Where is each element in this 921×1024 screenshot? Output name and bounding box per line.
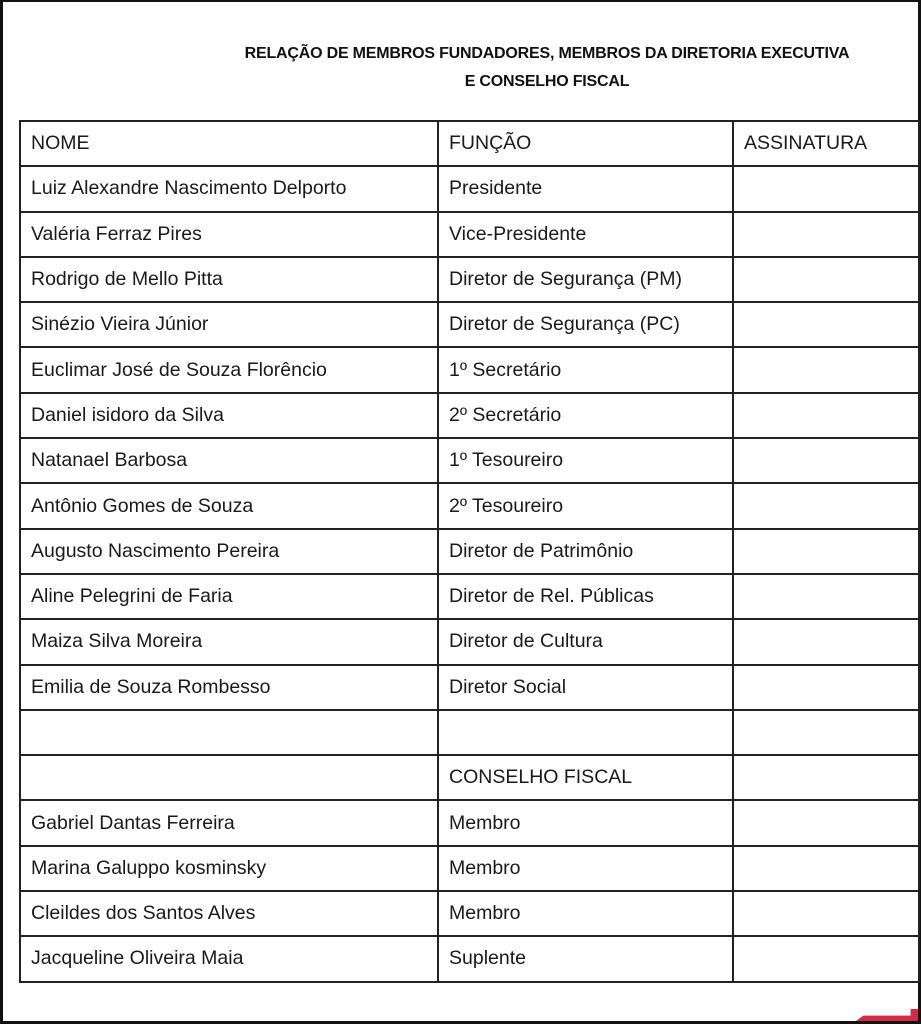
cell-function: Suplente	[438, 936, 733, 981]
cell-signature[interactable]	[733, 800, 919, 845]
cell-function: Diretor de Cultura	[438, 619, 733, 664]
cell-name: Daniel isidoro da Silva	[20, 393, 438, 438]
header-signature: ASSINATURA	[733, 121, 919, 166]
title-line-1: RELAÇÃO DE MEMBROS FUNDADORES, MEMBROS DA DIRETORIA EXECUTIVA	[244, 45, 850, 62]
table-body	[20, 166, 919, 981]
table-row	[20, 846, 919, 891]
cell-signature[interactable]	[733, 665, 919, 710]
cell-name: Emilia de Souza Rombesso	[20, 665, 438, 710]
cell-name: Luiz Alexandre Nascimento Delporto	[20, 166, 438, 211]
cell-signature[interactable]	[733, 347, 919, 392]
table-row	[20, 483, 919, 528]
cell-name: Maiza Silva Moreira	[20, 619, 438, 664]
cell-signature[interactable]	[733, 619, 919, 664]
cell-function: 2º Secretário	[438, 393, 733, 438]
table-row	[20, 619, 919, 664]
cell-name: Natanael Barbosa	[20, 438, 438, 483]
cell-signature[interactable]	[733, 302, 919, 347]
cell-signature[interactable]	[733, 393, 919, 438]
cell-name: Euclimar José de Souza Florêncio	[20, 347, 438, 392]
title-line-2: E CONSELHO FISCAL	[464, 73, 630, 90]
cell-name: Valéria Ferraz Pires	[20, 212, 438, 257]
cell-function: Vice-Presidente	[438, 212, 733, 257]
cell-signature[interactable]	[733, 212, 919, 257]
table-row	[20, 710, 919, 755]
cell-function: Diretor Social	[438, 665, 733, 710]
cell-function	[438, 710, 733, 755]
cell-name: Aline Pelegrini de Faria	[20, 574, 438, 619]
cell-signature[interactable]	[733, 936, 919, 981]
members-table	[19, 120, 920, 983]
cell-signature[interactable]	[733, 166, 919, 211]
cell-signature[interactable]	[733, 574, 919, 619]
cell-signature[interactable]	[733, 438, 919, 483]
cell-signature[interactable]	[733, 529, 919, 574]
table-row	[20, 529, 919, 574]
cell-name	[20, 755, 438, 800]
table-row	[20, 166, 919, 211]
table-row	[20, 755, 919, 800]
cell-name: Sinézio Vieira Júnior	[20, 302, 438, 347]
header-function: FUNÇÃO	[438, 121, 733, 166]
cell-function: Diretor de Patrimônio	[438, 529, 733, 574]
table-row	[20, 347, 919, 392]
header-name: NOME	[20, 121, 438, 166]
cell-name: Jacqueline Oliveira Maia	[20, 936, 438, 981]
cell-function: 2º Tesoureiro	[438, 483, 733, 528]
cell-function: 1º Tesoureiro	[438, 438, 733, 483]
cell-name: Antônio Gomes de Souza	[20, 483, 438, 528]
cell-signature[interactable]	[733, 846, 919, 891]
cell-name: Marina Galuppo kosminsky	[20, 846, 438, 891]
document-title	[180, 40, 914, 96]
table-row	[20, 438, 919, 483]
cell-function: 1º Secretário	[438, 347, 733, 392]
cell-signature[interactable]	[733, 755, 919, 800]
table-row	[20, 257, 919, 302]
cell-function: Diretor de Segurança (PM)	[438, 257, 733, 302]
cell-name: Augusto Nascimento Pereira	[20, 529, 438, 574]
cell-name	[20, 710, 438, 755]
cell-function: Diretor de Rel. Públicas	[438, 574, 733, 619]
table-row	[20, 936, 919, 981]
table-header-row	[20, 121, 919, 166]
cell-signature[interactable]	[733, 483, 919, 528]
table-row	[20, 302, 919, 347]
cell-function: CONSELHO FISCAL	[438, 755, 733, 800]
table-row	[20, 891, 919, 936]
table-row	[20, 800, 919, 845]
cell-function: Membro	[438, 891, 733, 936]
cell-name: Cleildes dos Santos Alves	[20, 891, 438, 936]
cell-signature[interactable]	[733, 257, 919, 302]
table-row	[20, 393, 919, 438]
cell-function: Presidente	[438, 166, 733, 211]
cell-name: Rodrigo de Mello Pitta	[20, 257, 438, 302]
cell-function: Membro	[438, 800, 733, 845]
cell-signature[interactable]	[733, 710, 919, 755]
table-row	[20, 665, 919, 710]
cell-function: Membro	[438, 846, 733, 891]
cell-signature[interactable]	[733, 891, 919, 936]
cell-name: Gabriel Dantas Ferreira	[20, 800, 438, 845]
table-row	[20, 574, 919, 619]
table-row	[20, 212, 919, 257]
cell-function: Diretor de Segurança (PC)	[438, 302, 733, 347]
